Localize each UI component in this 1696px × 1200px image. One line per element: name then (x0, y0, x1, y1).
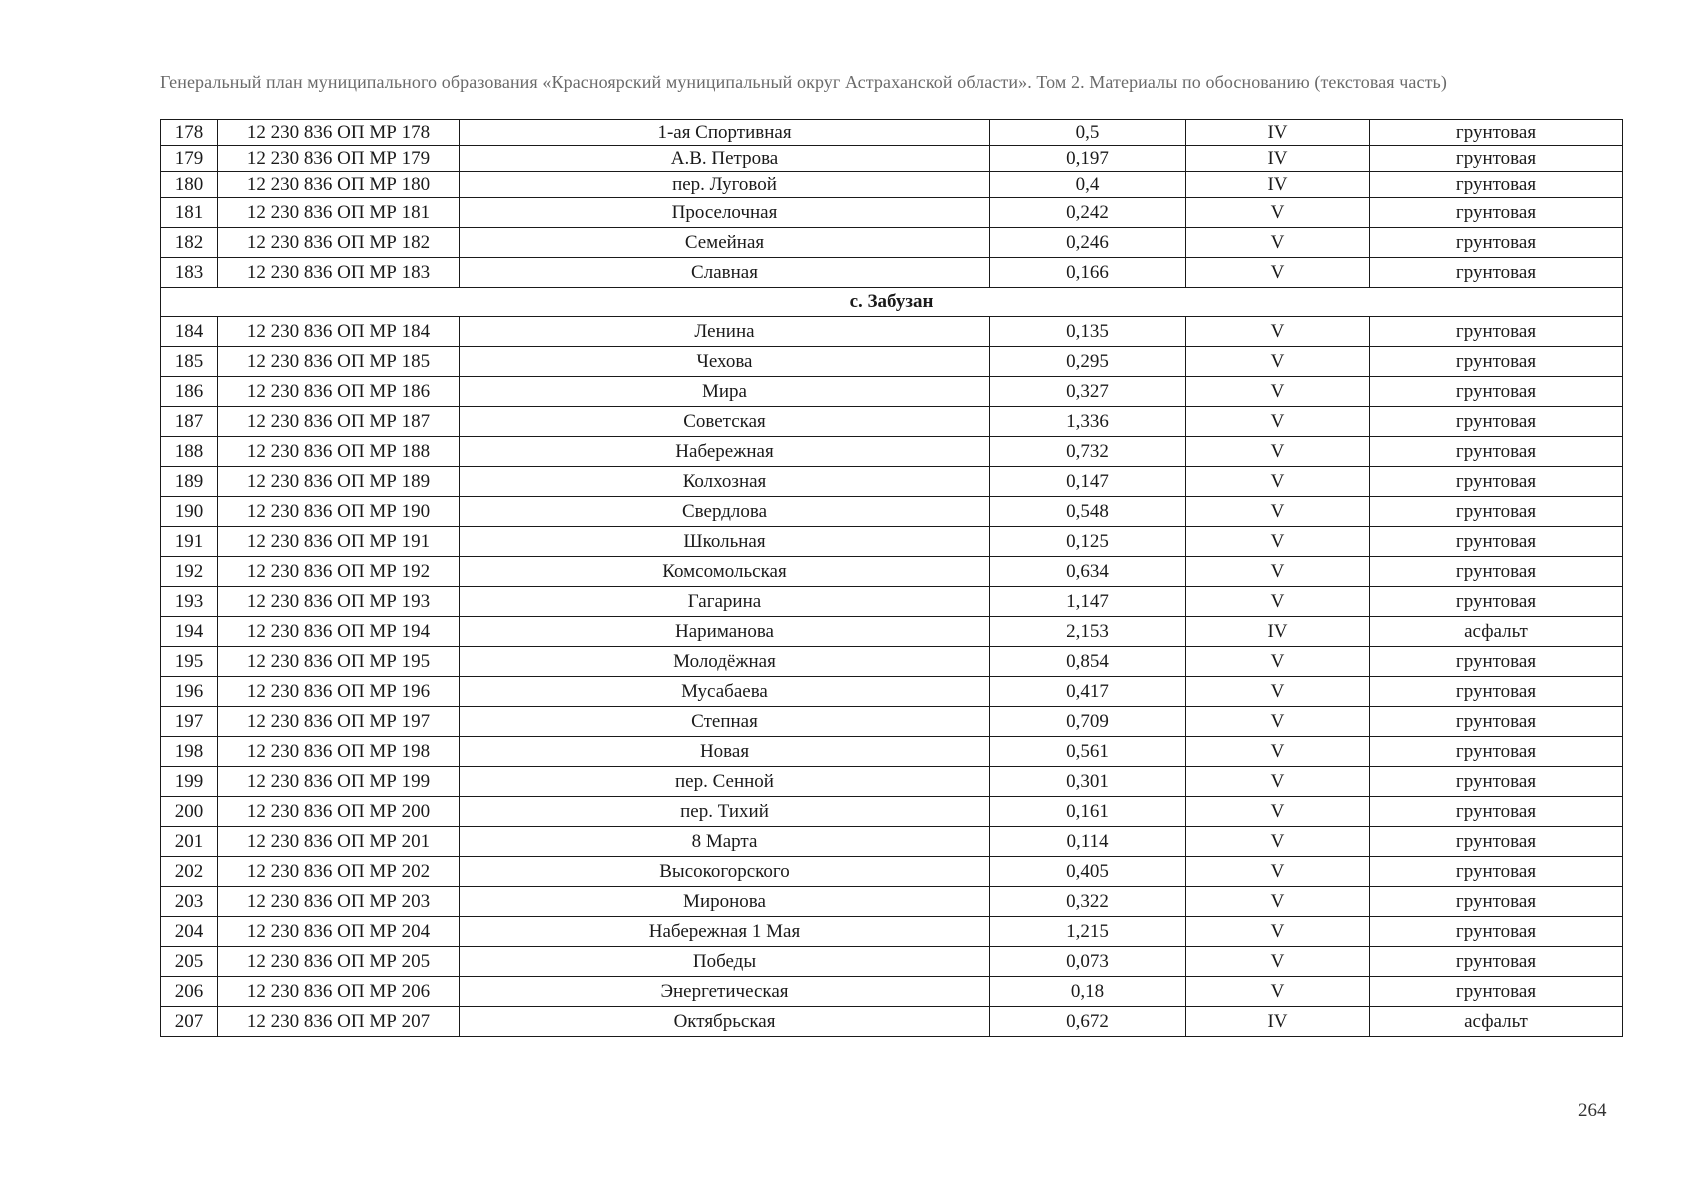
row-number-cell: 205 (161, 947, 218, 977)
road-length-cell: 0,5 (990, 120, 1186, 146)
road-name-cell: пер. Сенной (460, 767, 990, 797)
row-number-cell: 204 (161, 917, 218, 947)
road-name-cell: Гагарина (460, 587, 990, 617)
road-category-cell: V (1186, 947, 1370, 977)
road-category-cell: V (1186, 707, 1370, 737)
table-row (161, 228, 1623, 258)
road-id-cell: 12 230 836 ОП МР 198 (218, 737, 460, 767)
table-row (161, 317, 1623, 347)
road-name-cell: Чехова (460, 347, 990, 377)
road-surface-cell: грунтовая (1370, 377, 1623, 407)
road-surface-cell: грунтовая (1370, 587, 1623, 617)
road-category-cell: V (1186, 407, 1370, 437)
row-number-cell: 198 (161, 737, 218, 767)
road-length-cell: 0,197 (990, 146, 1186, 172)
table-row (161, 797, 1623, 827)
road-length-cell: 0,242 (990, 198, 1186, 228)
table-row (161, 677, 1623, 707)
row-number-cell: 181 (161, 198, 218, 228)
road-surface-cell: грунтовая (1370, 347, 1623, 377)
row-number-cell: 183 (161, 258, 218, 288)
road-length-cell: 0,417 (990, 677, 1186, 707)
road-surface-cell: грунтовая (1370, 797, 1623, 827)
table-row (161, 977, 1623, 1007)
row-number-cell: 182 (161, 228, 218, 258)
road-id-cell: 12 230 836 ОП МР 201 (218, 827, 460, 857)
road-id-cell: 12 230 836 ОП МР 183 (218, 258, 460, 288)
road-id-cell: 12 230 836 ОП МР 181 (218, 198, 460, 228)
section-title: с. Забузан (161, 288, 1623, 317)
road-surface-cell: грунтовая (1370, 172, 1623, 198)
row-number-cell: 203 (161, 887, 218, 917)
road-id-cell: 12 230 836 ОП МР 200 (218, 797, 460, 827)
road-length-cell: 0,322 (990, 887, 1186, 917)
road-category-cell: V (1186, 228, 1370, 258)
road-name-cell: А.В. Петрова (460, 146, 990, 172)
road-category-cell: V (1186, 887, 1370, 917)
road-id-cell: 12 230 836 ОП МР 191 (218, 527, 460, 557)
road-length-cell: 0,672 (990, 1007, 1186, 1037)
road-length-cell: 0,634 (990, 557, 1186, 587)
road-category-cell: V (1186, 497, 1370, 527)
road-category-cell: V (1186, 977, 1370, 1007)
road-category-cell: IV (1186, 1007, 1370, 1037)
road-category-cell: V (1186, 677, 1370, 707)
road-length-cell: 0,125 (990, 527, 1186, 557)
road-category-cell: V (1186, 258, 1370, 288)
row-number-cell: 190 (161, 497, 218, 527)
road-name-cell: пер. Тихий (460, 797, 990, 827)
road-length-cell: 0,246 (990, 228, 1186, 258)
road-category-cell: V (1186, 857, 1370, 887)
page-header: Генеральный план муниципального образования «Красноярский муниципальный округ Астраханской области». Том 2. Материалы по обоснованию (текстовая часть) (160, 72, 1447, 92)
road-surface-cell: грунтовая (1370, 437, 1623, 467)
row-number-cell: 197 (161, 707, 218, 737)
road-surface-cell: грунтовая (1370, 887, 1623, 917)
road-id-cell: 12 230 836 ОП МР 196 (218, 677, 460, 707)
road-surface-cell: грунтовая (1370, 677, 1623, 707)
road-length-cell: 0,114 (990, 827, 1186, 857)
table-row (161, 120, 1623, 146)
road-name-cell: 8 Марта (460, 827, 990, 857)
road-id-cell: 12 230 836 ОП МР 194 (218, 617, 460, 647)
table-row (161, 172, 1623, 198)
table-row (161, 827, 1623, 857)
road-length-cell: 0,166 (990, 258, 1186, 288)
road-name-cell: Школьная (460, 527, 990, 557)
road-surface-cell: грунтовая (1370, 557, 1623, 587)
row-number-cell: 206 (161, 977, 218, 1007)
road-category-cell: V (1186, 527, 1370, 557)
table-row (161, 258, 1623, 288)
road-name-cell: Энергетическая (460, 977, 990, 1007)
road-id-cell: 12 230 836 ОП МР 205 (218, 947, 460, 977)
road-name-cell: Колхозная (460, 467, 990, 497)
road-length-cell: 0,295 (990, 347, 1186, 377)
road-category-cell: IV (1186, 146, 1370, 172)
road-surface-cell: грунтовая (1370, 737, 1623, 767)
road-id-cell: 12 230 836 ОП МР 179 (218, 146, 460, 172)
road-length-cell: 0,073 (990, 947, 1186, 977)
row-number-cell: 191 (161, 527, 218, 557)
road-surface-cell: грунтовая (1370, 258, 1623, 288)
road-name-cell: Ленина (460, 317, 990, 347)
row-number-cell: 194 (161, 617, 218, 647)
table-row (161, 198, 1623, 228)
roads-table-body (161, 120, 1623, 1037)
road-surface-cell: грунтовая (1370, 767, 1623, 797)
road-name-cell: Комсомольская (460, 557, 990, 587)
row-number-cell: 192 (161, 557, 218, 587)
road-length-cell: 0,405 (990, 857, 1186, 887)
road-name-cell: Проселочная (460, 198, 990, 228)
road-id-cell: 12 230 836 ОП МР 197 (218, 707, 460, 737)
row-number-cell: 185 (161, 347, 218, 377)
road-name-cell: Новая (460, 737, 990, 767)
road-length-cell: 0,561 (990, 737, 1186, 767)
row-number-cell: 188 (161, 437, 218, 467)
road-surface-cell: грунтовая (1370, 497, 1623, 527)
table-row (161, 617, 1623, 647)
row-number-cell: 196 (161, 677, 218, 707)
page-number: 264 (1578, 1100, 1607, 1121)
road-length-cell: 0,732 (990, 437, 1186, 467)
road-category-cell: V (1186, 587, 1370, 617)
row-number-cell: 195 (161, 647, 218, 677)
road-surface-cell: грунтовая (1370, 317, 1623, 347)
road-name-cell: Высокогорского (460, 857, 990, 887)
table-row (161, 377, 1623, 407)
road-name-cell: Нариманова (460, 617, 990, 647)
road-surface-cell: грунтовая (1370, 198, 1623, 228)
road-category-cell: V (1186, 347, 1370, 377)
row-number-cell: 207 (161, 1007, 218, 1037)
road-length-cell: 0,548 (990, 497, 1186, 527)
road-surface-cell: грунтовая (1370, 146, 1623, 172)
row-number-cell: 186 (161, 377, 218, 407)
road-category-cell: V (1186, 647, 1370, 677)
road-category-cell: V (1186, 317, 1370, 347)
road-name-cell: Славная (460, 258, 990, 288)
table-row (161, 857, 1623, 887)
road-surface-cell: грунтовая (1370, 228, 1623, 258)
table-row (161, 947, 1623, 977)
road-surface-cell: грунтовая (1370, 120, 1623, 146)
road-id-cell: 12 230 836 ОП МР 189 (218, 467, 460, 497)
road-length-cell: 0,709 (990, 707, 1186, 737)
road-name-cell: Мусабаева (460, 677, 990, 707)
table-row (161, 146, 1623, 172)
road-length-cell: 0,135 (990, 317, 1186, 347)
row-number-cell: 178 (161, 120, 218, 146)
road-length-cell: 0,301 (990, 767, 1186, 797)
road-name-cell: Октябрьская (460, 1007, 990, 1037)
road-name-cell: Молодёжная (460, 647, 990, 677)
road-id-cell: 12 230 836 ОП МР 182 (218, 228, 460, 258)
road-surface-cell: грунтовая (1370, 827, 1623, 857)
road-id-cell: 12 230 836 ОП МР 207 (218, 1007, 460, 1037)
road-category-cell: V (1186, 437, 1370, 467)
road-surface-cell: грунтовая (1370, 407, 1623, 437)
table-row (161, 707, 1623, 737)
table-row (161, 1007, 1623, 1037)
road-surface-cell: грунтовая (1370, 857, 1623, 887)
table-row (161, 887, 1623, 917)
road-name-cell: пер. Луговой (460, 172, 990, 198)
road-name-cell: Степная (460, 707, 990, 737)
row-number-cell: 193 (161, 587, 218, 617)
road-category-cell: V (1186, 737, 1370, 767)
table-row (161, 647, 1623, 677)
road-surface-cell: грунтовая (1370, 917, 1623, 947)
row-number-cell: 187 (161, 407, 218, 437)
row-number-cell: 199 (161, 767, 218, 797)
road-length-cell: 1,147 (990, 587, 1186, 617)
road-length-cell: 1,215 (990, 917, 1186, 947)
road-id-cell: 12 230 836 ОП МР 188 (218, 437, 460, 467)
section-row (161, 288, 1623, 317)
road-id-cell: 12 230 836 ОП МР 193 (218, 587, 460, 617)
row-number-cell: 184 (161, 317, 218, 347)
road-length-cell: 0,4 (990, 172, 1186, 198)
road-name-cell: Миронова (460, 887, 990, 917)
road-length-cell: 0,18 (990, 977, 1186, 1007)
road-id-cell: 12 230 836 ОП МР 184 (218, 317, 460, 347)
row-number-cell: 180 (161, 172, 218, 198)
row-number-cell: 202 (161, 857, 218, 887)
road-length-cell: 0,854 (990, 647, 1186, 677)
road-surface-cell: грунтовая (1370, 527, 1623, 557)
road-name-cell: Мира (460, 377, 990, 407)
table-row (161, 737, 1623, 767)
table-row (161, 587, 1623, 617)
table-row (161, 467, 1623, 497)
road-id-cell: 12 230 836 ОП МР 185 (218, 347, 460, 377)
road-category-cell: IV (1186, 120, 1370, 146)
road-id-cell: 12 230 836 ОП МР 186 (218, 377, 460, 407)
road-name-cell: Семейная (460, 228, 990, 258)
table-row (161, 917, 1623, 947)
table-row (161, 767, 1623, 797)
road-id-cell: 12 230 836 ОП МР 199 (218, 767, 460, 797)
road-name-cell: Набережная (460, 437, 990, 467)
road-length-cell: 0,161 (990, 797, 1186, 827)
road-category-cell: IV (1186, 617, 1370, 647)
road-id-cell: 12 230 836 ОП МР 190 (218, 497, 460, 527)
road-category-cell: V (1186, 467, 1370, 497)
road-id-cell: 12 230 836 ОП МР 202 (218, 857, 460, 887)
road-id-cell: 12 230 836 ОП МР 187 (218, 407, 460, 437)
road-length-cell: 0,327 (990, 377, 1186, 407)
road-id-cell: 12 230 836 ОП МР 180 (218, 172, 460, 198)
road-length-cell: 2,153 (990, 617, 1186, 647)
road-name-cell: Советская (460, 407, 990, 437)
road-length-cell: 0,147 (990, 467, 1186, 497)
road-name-cell: Свердлова (460, 497, 990, 527)
road-surface-cell: грунтовая (1370, 467, 1623, 497)
table-row (161, 347, 1623, 377)
road-id-cell: 12 230 836 ОП МР 206 (218, 977, 460, 1007)
road-category-cell: V (1186, 198, 1370, 228)
road-id-cell: 12 230 836 ОП МР 203 (218, 887, 460, 917)
road-category-cell: V (1186, 557, 1370, 587)
row-number-cell: 179 (161, 146, 218, 172)
road-surface-cell: грунтовая (1370, 977, 1623, 1007)
roads-table (160, 119, 1623, 1037)
road-surface-cell: грунтовая (1370, 947, 1623, 977)
road-surface-cell: асфальт (1370, 1007, 1623, 1037)
road-surface-cell: грунтовая (1370, 647, 1623, 677)
row-number-cell: 200 (161, 797, 218, 827)
road-category-cell: V (1186, 917, 1370, 947)
road-category-cell: IV (1186, 172, 1370, 198)
table-row (161, 407, 1623, 437)
road-id-cell: 12 230 836 ОП МР 178 (218, 120, 460, 146)
road-name-cell: Победы (460, 947, 990, 977)
table-row (161, 437, 1623, 467)
road-category-cell: V (1186, 797, 1370, 827)
table-row (161, 527, 1623, 557)
road-name-cell: 1-ая Спортивная (460, 120, 990, 146)
road-name-cell: Набережная 1 Мая (460, 917, 990, 947)
road-surface-cell: грунтовая (1370, 707, 1623, 737)
table-row (161, 497, 1623, 527)
road-category-cell: V (1186, 767, 1370, 797)
road-category-cell: V (1186, 827, 1370, 857)
table-row (161, 557, 1623, 587)
road-surface-cell: асфальт (1370, 617, 1623, 647)
road-id-cell: 12 230 836 ОП МР 192 (218, 557, 460, 587)
road-category-cell: V (1186, 377, 1370, 407)
road-id-cell: 12 230 836 ОП МР 204 (218, 917, 460, 947)
road-length-cell: 1,336 (990, 407, 1186, 437)
row-number-cell: 201 (161, 827, 218, 857)
row-number-cell: 189 (161, 467, 218, 497)
road-id-cell: 12 230 836 ОП МР 195 (218, 647, 460, 677)
